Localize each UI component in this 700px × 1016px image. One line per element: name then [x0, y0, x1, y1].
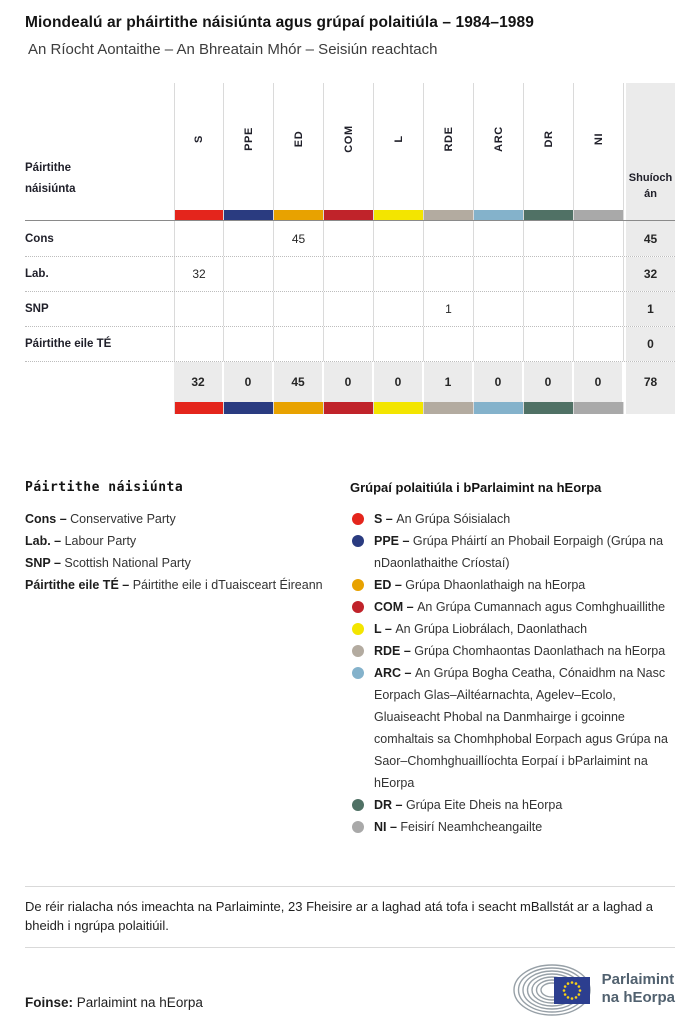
cell-SNP-DR [524, 292, 574, 326]
legend-item [350, 596, 675, 618]
legend-item-name: An Grúpa Cumannach agus Comhghuaillithe [417, 600, 666, 614]
legend-item-name: Grúpa Pháirtí an Phobail Eorpaigh (Grúpa na nDaonlathaithe Críostaí) [374, 534, 664, 570]
totals-label-spacer [25, 362, 174, 402]
cell-SNP-COM [324, 292, 374, 326]
legend-item [350, 508, 675, 530]
legend-item-abbr: S – [374, 512, 397, 526]
legend-item-text [374, 574, 585, 596]
column-total-ARC: 0 [474, 362, 524, 402]
table-header-row [25, 83, 675, 210]
row-total: 0 [624, 327, 675, 361]
cell-SNP-S [174, 292, 224, 326]
row-total: 1 [624, 292, 675, 326]
cell-Lab.-RDE [424, 257, 474, 291]
color-bar-L [374, 402, 424, 414]
column-header-label: ARC [492, 126, 505, 152]
legend-item-text [374, 640, 665, 662]
color-bar-PPE [224, 402, 274, 414]
column-header-label: COM [342, 125, 355, 153]
cell-SNP-NI [574, 292, 624, 326]
table-row [25, 221, 675, 256]
cell-Cons-ARC [474, 221, 524, 256]
legend-item-text [25, 552, 191, 574]
column-header-label: NI [592, 132, 605, 145]
row-label: SNP [25, 303, 49, 315]
cell-SNP-RDE: 1 [424, 292, 474, 326]
cell-Páirtithe eile TÉ-NI [574, 327, 624, 361]
cell-Cons-DR [524, 221, 574, 256]
legend-item-name: Labour Party [64, 534, 137, 548]
color-bar-S [174, 210, 224, 220]
legend-item-name: Feisirí Neamhcheangailte [400, 820, 543, 834]
legend-item-text [374, 596, 665, 618]
row-total: 45 [624, 221, 675, 256]
logo-text-line1: Parlaimint [601, 971, 675, 988]
cell-Páirtithe eile TÉ-DR [524, 327, 574, 361]
column-header-ED [274, 83, 324, 210]
color-bar-RDE [424, 210, 474, 220]
legend-item [350, 640, 675, 662]
legend-item [25, 552, 350, 574]
cell-Cons-L [374, 221, 424, 256]
column-header-label: DR [542, 130, 555, 148]
legend-item-abbr: NI – [374, 820, 401, 834]
legend-item-text [374, 816, 542, 838]
legend-item-text [374, 618, 587, 640]
cell-SNP-ED [274, 292, 324, 326]
legend-item-text [374, 530, 674, 574]
legend-item-abbr: Lab. – [25, 534, 65, 548]
column-header-NI [574, 83, 624, 210]
corner-label: Páirtithe náisiúnta [25, 162, 76, 195]
legend-item-name: Páirtithe eile i dTuaisceart Éireann [132, 578, 323, 592]
column-header-label: RDE [442, 126, 455, 152]
column-total-DR: 0 [524, 362, 574, 402]
legend-item-text [25, 530, 136, 552]
cell-Páirtithe eile TÉ-RDE [424, 327, 474, 361]
column-total-ED: 45 [274, 362, 324, 402]
column-header-label: L [392, 135, 405, 143]
legend-item-text [374, 508, 510, 530]
legend-color-dot [352, 535, 364, 547]
table-row [25, 256, 675, 291]
column-total-S: 32 [174, 362, 224, 402]
european-parliament-logo [508, 962, 675, 1016]
cell-Páirtithe eile TÉ-ED [274, 327, 324, 361]
column-header-L [374, 83, 424, 210]
cell-Cons-NI [574, 221, 624, 256]
legend-item-name: An Grúpa Liobrálach, Daonlathach [395, 622, 588, 636]
legend-item-abbr: SNP – [25, 556, 65, 570]
legend-color-dot [352, 645, 364, 657]
cell-Lab.-ED [274, 257, 324, 291]
cell-Páirtithe eile TÉ-S [174, 327, 224, 361]
legend-item-abbr: Páirtithe eile TÉ – [25, 578, 133, 592]
legend-item-abbr: COM – [374, 600, 418, 614]
legend-item [350, 574, 675, 596]
color-bar-L [374, 210, 424, 220]
column-header-PPE [224, 83, 274, 210]
source-line [25, 995, 203, 1016]
column-header-DR [524, 83, 574, 210]
legend-item-abbr: ARC – [374, 666, 415, 680]
legend-item-name: Conservative Party [70, 512, 176, 526]
row-label: Cons [25, 232, 54, 245]
logo-text-line2: na hEorpa [601, 989, 675, 1006]
table-row [25, 291, 675, 326]
color-bar-ARC [474, 402, 524, 414]
color-bar-RDE [424, 402, 474, 414]
legend-item-name: Grúpa Dhaonlathaigh na hEorpa [405, 578, 586, 592]
legend-item-text [25, 508, 176, 530]
row-total: 32 [624, 257, 675, 291]
legend-item [350, 530, 675, 574]
legend-item-text [25, 574, 323, 596]
cell-Páirtithe eile TÉ-PPE [224, 327, 274, 361]
color-bar-spacer [25, 402, 174, 414]
cell-Lab.-ARC [474, 257, 524, 291]
divider-bottom [25, 947, 675, 948]
column-header-label: S [193, 134, 205, 143]
table-totals-row [25, 361, 675, 402]
legend-item [350, 794, 675, 816]
column-total-COM: 0 [324, 362, 374, 402]
color-bar-seats-cell [624, 210, 675, 220]
seats-column-header [624, 83, 675, 210]
legend-color-dot [352, 667, 364, 679]
legend-color-dot [352, 799, 364, 811]
color-bar-NI [574, 210, 624, 220]
hemicycle-flag-icon [508, 962, 594, 1016]
seats-column-header-label: Shuíochán [628, 172, 673, 200]
page-title: Miondealú ar pháirtithe náisiúnta agus grúpaí polaitiúla – 1984–1989 [25, 14, 534, 31]
legend-item-name: An Grúpa Sóisialach [396, 512, 511, 526]
legend-item [25, 508, 350, 530]
color-bar-S [174, 402, 224, 414]
legend-color-dot [352, 513, 364, 525]
column-total-L: 0 [374, 362, 424, 402]
color-bar-COM [324, 210, 374, 220]
legend-item [350, 816, 675, 838]
legend-item-text [374, 662, 674, 794]
page-subtitle: An Ríocht Aontaithe – An Bhreatain Mhór – Seisiún reachtach [28, 41, 438, 58]
legend-item-name: Scottish National Party [64, 556, 191, 570]
column-header-label: PPE [242, 126, 255, 151]
cell-Lab.-PPE [224, 257, 274, 291]
legend-item-name: Grúpa Chomhaontas Daonlathach na hEorpa [414, 644, 666, 658]
color-bar-ED [274, 402, 324, 414]
color-bar-spacer [25, 210, 174, 220]
cell-SNP-L [374, 292, 424, 326]
cell-Lab.-L [374, 257, 424, 291]
legend-item-name: Grúpa Eite Dheis na hEorpa [405, 798, 563, 812]
color-bar-ARC [474, 210, 524, 220]
legend-item [350, 618, 675, 640]
color-bar-PPE [224, 210, 274, 220]
cell-Páirtithe eile TÉ-COM [324, 327, 374, 361]
cell-Lab.-NI [574, 257, 624, 291]
cell-Páirtithe eile TÉ-ARC [474, 327, 524, 361]
cell-Lab.-COM [324, 257, 374, 291]
legend-parties-title: Páirtithe náisiúnta [25, 480, 184, 495]
corner-header-cell [25, 83, 174, 210]
column-header-S [174, 83, 224, 210]
cell-Cons-COM [324, 221, 374, 256]
legend-item-abbr: ED – [374, 578, 406, 592]
color-bar-COM [324, 402, 374, 414]
source-value: Parlaimint na hEorpa [73, 995, 203, 1010]
footnote: De réir rialacha nós imeachta na Parlaiminte, 23 Fheisire ar a laghad atá tofa i seacht mBallstát ar a laghad a bheidh i ngrúpa polaitiúil. [25, 899, 653, 933]
color-bar-ED [274, 210, 324, 220]
color-bar-NI [574, 402, 624, 414]
cell-Cons-ED: 45 [274, 221, 324, 256]
row-label: Lab. [25, 268, 49, 280]
legend-item-name: An Grúpa Bogha Ceatha, Cónaidhm na Nasc Eorpach Glas–Ailtéarnachta, Agelev–Ecolo, Gluaiseacht Phobal na Danmhairge i gcoinne comhaltais sa Chomhphobal Eorpach agus Grúpa na Saor–Chomhghuaillíochta Eorpaí i bParlaimint na hEorpa [374, 666, 668, 790]
legend-color-dot [352, 623, 364, 635]
cell-Cons-RDE [424, 221, 474, 256]
legend-item [350, 662, 675, 794]
row-label: Páirtithe eile TÉ [25, 338, 112, 350]
color-bar-DR [524, 210, 574, 220]
color-bar-DR [524, 402, 574, 414]
legend-item [25, 530, 350, 552]
legend-item-text [374, 794, 562, 816]
legend-political-groups [350, 480, 675, 838]
cell-Páirtithe eile TÉ-L [374, 327, 424, 361]
column-total-PPE: 0 [224, 362, 274, 402]
legend-color-dot [352, 601, 364, 613]
color-bar-seats-cell [624, 402, 675, 414]
color-bar-row-top [25, 210, 675, 220]
legends [25, 480, 675, 838]
table-row [25, 326, 675, 361]
legend-item-abbr: DR – [374, 798, 406, 812]
column-header-ARC [474, 83, 524, 210]
cell-Cons-S [174, 221, 224, 256]
cell-Cons-PPE [224, 221, 274, 256]
legend-item [25, 574, 350, 596]
legend-groups-title: Grúpaí polaitiúla i bParlaimint na hEorpa [350, 480, 602, 495]
column-header-label: ED [292, 130, 305, 148]
cell-SNP-ARC [474, 292, 524, 326]
logo-text [602, 971, 675, 1007]
legend-parties-list [25, 508, 350, 596]
color-bar-row-bottom [25, 402, 675, 414]
legend-national-parties [25, 480, 350, 838]
column-header-COM [324, 83, 374, 210]
legend-item-abbr: PPE – [374, 534, 413, 548]
cell-Lab.-S: 32 [174, 257, 224, 291]
legend-color-dot [352, 821, 364, 833]
column-total-RDE: 1 [424, 362, 474, 402]
legend-item-abbr: L – [374, 622, 396, 636]
column-header-RDE [424, 83, 474, 210]
legend-color-dot [352, 579, 364, 591]
legend-item-abbr: RDE – [374, 644, 415, 658]
legend-groups-list [350, 508, 675, 838]
source-label: Foinse: [25, 995, 74, 1010]
cell-Lab.-DR [524, 257, 574, 291]
footer [25, 962, 675, 1016]
column-total-NI: 0 [574, 362, 624, 402]
grand-total: 78 [624, 362, 675, 402]
legend-item-abbr: Cons – [25, 512, 71, 526]
cell-SNP-PPE [224, 292, 274, 326]
party-group-table [25, 83, 675, 414]
